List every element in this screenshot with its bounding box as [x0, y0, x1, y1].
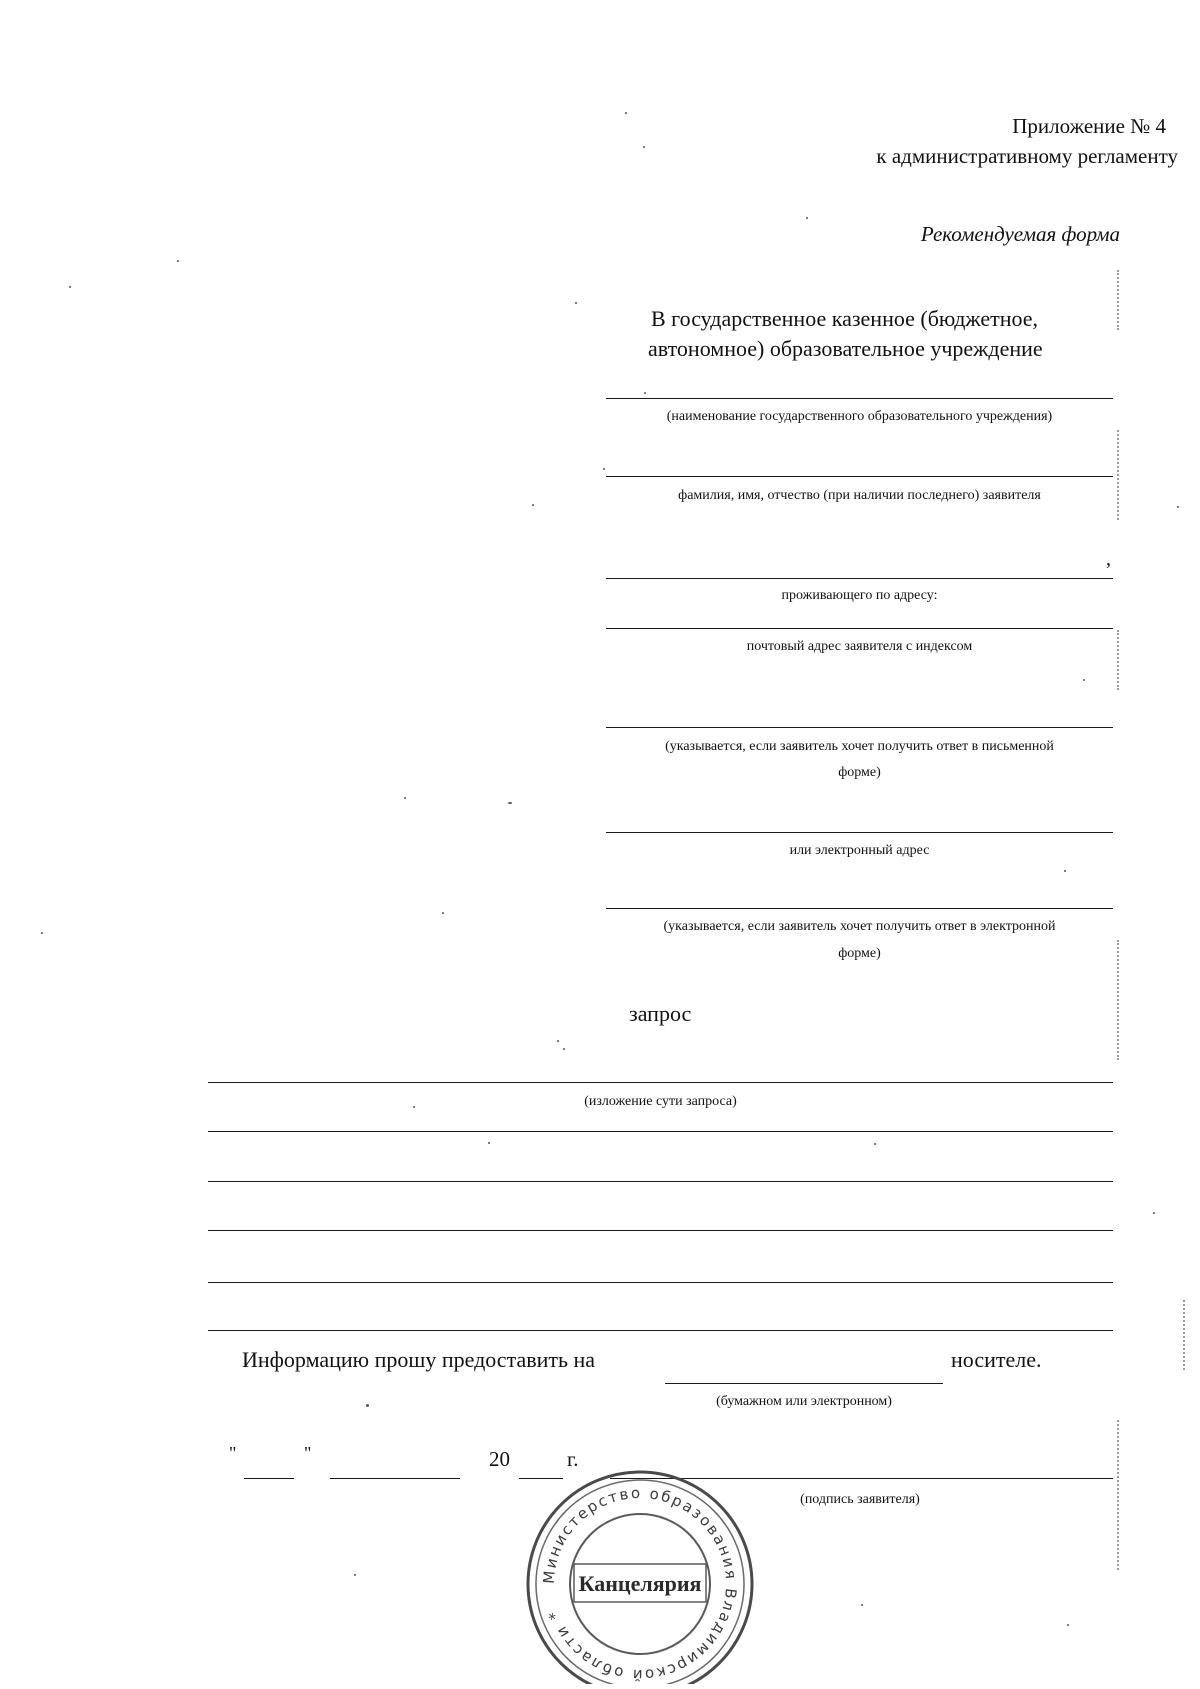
- scan-speck: [563, 1048, 565, 1050]
- scan-speck: [177, 260, 179, 262]
- appendix-number: Приложение № 4: [1012, 114, 1166, 138]
- scan-speck: [557, 1040, 559, 1042]
- scan-speck: [413, 1106, 415, 1108]
- date-month-line: [330, 1478, 460, 1479]
- request-title: запрос: [629, 1001, 692, 1026]
- addressee-line-2: автономное) образовательное учреждение: [648, 336, 1043, 361]
- postal-address-caption: почтовый адрес заявителя с индексом: [746, 639, 973, 654]
- date-day-line: [244, 1478, 294, 1479]
- scan-speck: [1083, 679, 1085, 681]
- scan-speck: [874, 1143, 876, 1145]
- stamp-center-text: Канцелярия: [578, 1571, 702, 1596]
- email-caption: или электронный адрес: [789, 843, 930, 858]
- institution-name-caption: (наименование государственного образовательного учреждения): [666, 409, 1053, 424]
- scan-speck: [354, 1574, 356, 1576]
- scan-speck: [69, 286, 71, 288]
- office-stamp: [522, 1466, 758, 1684]
- scan-speck: [644, 392, 646, 394]
- scan-speck: [41, 932, 43, 934]
- medium-text-after: носителе.: [951, 1347, 1042, 1372]
- scan-speck: [442, 912, 444, 914]
- postal-address-line: [606, 628, 1113, 629]
- request-essence-caption: (изложение сути запроса): [584, 1094, 737, 1109]
- scan-speck: [603, 468, 605, 470]
- medium-blank-line: [665, 1383, 943, 1384]
- scan-speck: [488, 1142, 490, 1144]
- scan-speck: [1067, 1624, 1069, 1626]
- written-reply-caption-1: (указывается, если заявитель хочет получить ответ в письменной: [665, 739, 1054, 754]
- scan-speck: [508, 802, 512, 804]
- scan-speck: [366, 1404, 369, 1407]
- request-line-5: [208, 1282, 1113, 1283]
- request-line-3: [208, 1181, 1113, 1182]
- date-quote-close: ": [304, 1443, 312, 1463]
- request-line-2: [208, 1131, 1113, 1132]
- residence-caption: проживающего по адресу:: [781, 588, 938, 603]
- scan-speck: [404, 797, 406, 799]
- request-line-6: [208, 1330, 1113, 1331]
- recommended-form-note: Рекомендуемая форма: [920, 222, 1120, 246]
- institution-name-line: [606, 398, 1113, 399]
- scan-edge-trace-4: [1117, 940, 1119, 1060]
- written-reply-line: [606, 727, 1113, 728]
- date-year-prefix: 20: [489, 1447, 510, 1471]
- electronic-reply-caption-2: форме): [838, 946, 881, 961]
- scan-edge-trace-2: [1117, 430, 1119, 520]
- scan-speck: [1177, 506, 1179, 508]
- request-line-4: [208, 1230, 1113, 1231]
- electronic-reply-caption-1: (указывается, если заявитель хочет получить ответ в электронной: [663, 919, 1056, 934]
- scan-edge-trace-3: [1117, 630, 1119, 690]
- residence-line: [606, 578, 1113, 579]
- addressee-line-1: В государственное казенное (бюджетное,: [651, 306, 1039, 331]
- scan-speck: [1153, 1212, 1155, 1214]
- date-year-suffix: г.: [567, 1447, 579, 1471]
- scan-speck: [806, 217, 808, 219]
- scan-edge-trace-6: [1183, 1300, 1185, 1370]
- scan-speck: [861, 1604, 863, 1606]
- applicant-name-caption: фамилия, имя, отчество (при наличии последнего) заявителя: [678, 488, 1041, 503]
- electronic-reply-line: [606, 908, 1113, 909]
- scan-edge-trace-1: [1117, 270, 1119, 330]
- medium-caption: (бумажном или электронном): [716, 1394, 892, 1409]
- medium-text-before: Информацию прошу предоставить на: [242, 1347, 596, 1372]
- scan-speck: [532, 504, 534, 506]
- scan-edge-trace-5: [1117, 1420, 1119, 1570]
- date-quote-open: ": [229, 1443, 237, 1463]
- applicant-name-line: [606, 476, 1113, 477]
- appendix-reference: к административному регламенту: [876, 144, 1178, 168]
- request-line-1: [208, 1082, 1113, 1083]
- scan-speck: [625, 112, 627, 114]
- scan-speck: [1064, 870, 1066, 872]
- scan-speck: [643, 146, 645, 148]
- signature-caption: (подпись заявителя): [800, 1492, 920, 1507]
- email-line: [606, 832, 1113, 833]
- scan-speck: [575, 302, 577, 304]
- stamp-ring-text: Министерство образования Владимирской области *: [539, 1483, 741, 1684]
- applicant-comma: ,: [1106, 548, 1111, 570]
- written-reply-caption-2: форме): [838, 765, 881, 780]
